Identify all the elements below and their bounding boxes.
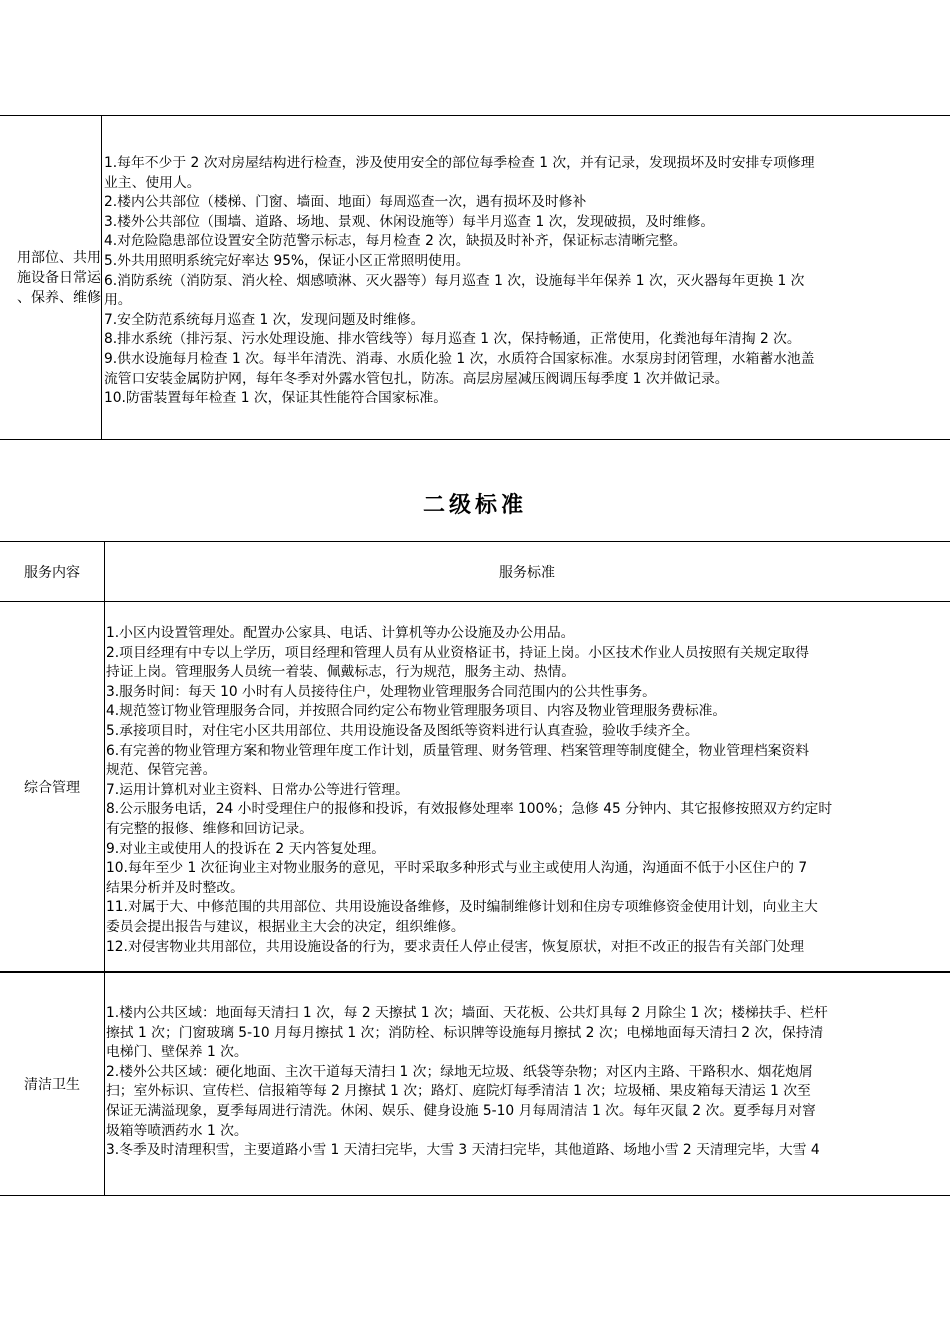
standard-line: 7.安全防范系统每月巡查 1 次，发现问题及时维修。 [104,311,425,328]
standard-line: 9.供水设施每月检查 1 次。每半年清洗、消毒、水质化验 1 次，水质符合国家标准。水泵房封闭管理，水箱蓄水池盖 [104,350,815,367]
category-cell: 清洁卫生 [24,1076,80,1093]
standard-line: 1.楼内公共区域：地面每天清扫 1 次，每 2 天擦拭 1 次；墙面、天花板、公共灯具每 2 月除尘 1 次；楼梯扶手、栏杆 [106,1005,828,1021]
standard-line: 2.楼外公共区域：硬化地面、主次干道每天清扫 1 次；绿地无垃圾、纸袋等杂物；对区内主路、干路积水、烟花炮屑 [106,1063,813,1080]
column-divider [101,116,102,439]
standard-line: 业主、使用人。 [104,174,201,191]
standard-line: 委员会提出报告与建议，根据业主大会的决定，组织维修。 [106,918,465,935]
table-row-maintenance [0,115,950,440]
standard-line: 规范、保管完善。 [106,762,217,779]
category-line: 、保养、维修 [17,289,101,306]
standard-line: 3.服务时间：每天 10 小时有人员接待住户，处理物业管理服务合同范围内的公共性事务。 [106,683,656,700]
standard-line: 3.冬季及时清理积雪，主要道路小雪 1 天清扫完毕，大雪 3 天清扫完毕，其他道路、场地小雪 2 天清理完毕，大雪 4 [106,1142,820,1159]
standard-line: 1.每年不少于 2 次对房屋结构进行检查，涉及使用安全的部位每季检查 1 次，并有记录，发现损坏及时安排专项修理 [104,155,815,171]
standard-line: 扫；室外标识、宣传栏、信报箱等每 2 月擦拭 1 次；路灯、庭院灯每季清洁 1 次；垃圾桶、果皮箱每天清运 1 次至 [106,1083,811,1100]
standard-line: 结果分析并及时整改。 [106,879,244,896]
column-divider [104,602,105,972]
standard-line: 7.运用计算机对业主资料、日常办公等进行管理。 [106,781,409,798]
category-line: 用部位、共用 [17,249,101,266]
table-row [0,601,950,973]
standard-line: 2.项目经理有中专以上学历，项目经理和管理人员有从业资格证书，持证上岗。小区技术作业人员按照有关规定取得 [106,644,810,661]
section-title: 二级标准 [422,492,527,518]
standard-line: 3.楼外公共部位（围墙、道路、场地、景观、休闲设施等）每半月巡查 1 次，发现破损，及时维修。 [104,213,715,230]
standard-line: 12.对侵害物业共用部位，共用设施设备的行为，要求责任人停止侵害，恢复原状，对拒不改正的报告有关部门处理 [106,938,804,955]
standard-line: 8.排水系统（排污泵、污水处理设施、排水管线等）每月巡查 1 次，保持畅通，正常使用，化粪池每年清掏 2 次。 [104,331,801,348]
standard-line: 圾箱等喷洒药水 1 次。 [106,1122,248,1139]
standard-line: 流管口安装金属防护网，每年冬季对外露水管包扎，防冻。高层房屋减压阀调压每季度 1 次并做记录。 [104,370,729,387]
standard-line: 5.外共用照明系统完好率达 95%，保证小区正常照明使用。 [104,252,470,269]
standard-text [106,1004,950,1161]
header-service-standard: 服务标准 [499,565,555,581]
standard-text [106,624,950,957]
standard-line: 4.规范签订物业管理服务合同，并按照合同约定公布物业管理服务项目、内容及物业管理服务费标准。 [106,703,727,720]
column-divider [104,972,105,1195]
standard-line: 9.对业主或使用人的投诉在 2 天内答复处理。 [106,840,386,857]
standard-line: 8.公示服务电话，24 小时受理住户的报修和投诉，有效报修处理率 100%；急修 45 分钟内、其它报修按照双方约定时 [106,801,833,818]
category-line: 施设备日常运 [17,269,101,286]
category-cell [0,116,101,439]
standard-line: 1.小区内设置管理处。配置办公家具、电话、计算机等办公设施及办公用品。 [106,625,575,641]
standard-line: 5.承接项目时，对住宅小区共用部位、共用设施设备及图纸等资料进行认真查验，验收手续齐全。 [106,722,699,739]
table-row [0,971,950,1196]
standard-line: 6.消防系统（消防泵、消火栓、烟感喷淋、灭火器等）每月巡查 1 次，设施每半年保养 1 次，灭火器每年更换 1 次 [104,272,805,289]
header-service-content: 服务内容 [24,565,80,581]
standard-line: 6.有完善的物业管理方案和物业管理年度工作计划，质量管理、财务管理、档案管理等制度健全，物业管理档案资料 [106,742,810,759]
standard-line: 11.对属于大、中修范围的共用部位、共用设施设备维修，及时编制维修计划和住房专项维修资金使用计划，向业主大 [106,899,818,916]
standard-line: 保证无满溢现象，夏季每周进行清洗。休闲、娱乐、健身设施 5-10 月每周清洁 1 次。每年灭鼠 2 次。夏季每月对窨 [106,1102,816,1119]
standard-line: 2.楼内公共部位（楼梯、门窗、墙面、地面）每周巡查一次，遇有损坏及时修补 [104,194,587,211]
standard-line: 电梯门、壁保养 1 次。 [106,1044,248,1061]
category-cell: 综合管理 [24,780,80,796]
standard-line: 有完整的报修、维修和回访记录。 [106,820,313,837]
standard-line: 持证上岗。管理服务人员统一着装、佩戴标志，行为规范，服务主动、热情。 [106,664,576,681]
standard-line: 10.防雷装置每年检查 1 次，保证其性能符合国家标准。 [104,390,448,407]
standard-line: 10.每年至少 1 次征询业主对物业服务的意见，平时采取多种形式与业主或使用人沟通，沟通面不低于小区住户的 7 [106,860,808,877]
standard-text [104,154,950,409]
standard-line: 用。 [104,292,132,309]
standard-line: 4.对危险隐患部位设置安全防范警示标志，每月检查 2 次，缺损及时补齐，保证标志清晰完整。 [104,233,687,250]
table-header [0,541,950,602]
standard-line: 擦拭 1 次；门窗玻璃 5-10 月每月擦拭 1 次；消防栓、标识牌等设施每月擦拭 2 次；电梯地面每天清扫 2 次，保持清 [106,1024,824,1041]
